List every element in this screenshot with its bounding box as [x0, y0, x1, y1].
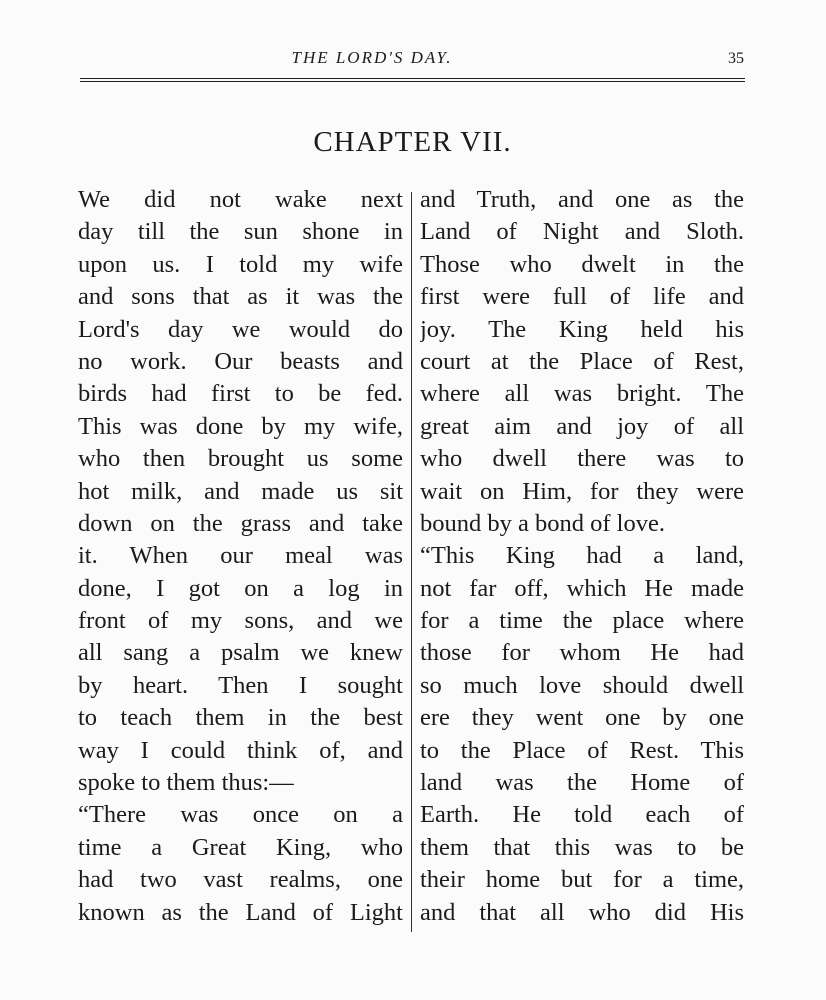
text-line: them that this was to be	[420, 833, 744, 861]
text-line: court at the Place of Rest,	[420, 347, 744, 375]
text-line: first were full of life and	[420, 283, 744, 311]
text-line: to teach them in the best	[78, 704, 403, 732]
text-line: who then brought us some	[78, 445, 403, 473]
text-line: land was the Home of	[420, 769, 744, 797]
text-line: by heart. Then I sought	[78, 671, 403, 699]
header-rule-double	[80, 81, 745, 82]
page-number: 35	[728, 50, 744, 67]
text-line: upon us. I told my wife	[78, 250, 403, 278]
text-line: done, I got on a log in	[78, 574, 403, 602]
text-line: where all was bright. The	[420, 380, 744, 408]
text-line: day till the sun shone in	[78, 218, 403, 246]
text-line: no work. Our beasts and	[78, 347, 403, 375]
text-line: Land of Night and Sloth.	[420, 218, 744, 246]
text-line: and that all who did His	[420, 898, 744, 926]
text-line: birds had first to be fed.	[78, 380, 403, 408]
text-line: so much love should dwell	[420, 671, 744, 699]
text-line: We did not wake next	[78, 186, 403, 213]
text-line: way I could think of, and	[78, 736, 403, 764]
text-line: spoke to them thus:—	[78, 769, 294, 797]
text-line: their home but for a time,	[420, 866, 744, 894]
text-line: Earth. He told each of	[420, 801, 744, 829]
text-line: great aim and joy of all	[420, 412, 744, 440]
column-divider	[411, 192, 412, 932]
text-line: hot milk, and made us sit	[78, 477, 403, 505]
text-line: down on the grass and take	[78, 509, 403, 537]
text-line: joy. The King held his	[420, 315, 744, 343]
text-line: who dwell there was to	[420, 445, 744, 473]
text-line: and sons that as it was the	[78, 283, 403, 311]
text-line: to the Place of Rest. This	[420, 736, 744, 764]
text-line: front of my sons, and we	[78, 607, 403, 635]
text-line: it. When our meal was	[78, 542, 403, 570]
text-line: This was done by my wife,	[78, 412, 403, 440]
text-line: bound by a bond of love.	[420, 509, 665, 537]
text-line: known as the Land of Light	[78, 898, 403, 926]
text-line: all sang a psalm we knew	[78, 639, 403, 667]
text-line: “This King had a land,	[420, 542, 744, 570]
left-column	[78, 184, 403, 929]
text-line: ere they went one by one	[420, 704, 744, 732]
text-line: for a time the place where	[420, 607, 744, 635]
running-head: THE LORD'S DAY.	[291, 48, 453, 67]
text-line: time a Great King, who	[78, 833, 403, 861]
text-line: not far off, which He made	[420, 574, 744, 602]
text-line: those for whom He had	[420, 639, 744, 667]
text-line: had two vast realms, one	[78, 866, 403, 894]
header-rule	[80, 78, 745, 79]
chapter-title: CHAPTER VII.	[313, 126, 512, 158]
text-line: “There was once on a	[78, 801, 403, 829]
text-line: Lord's day we would do	[78, 315, 403, 343]
text-line: wait on Him, for they were	[420, 477, 744, 505]
text-line: Those who dwelt in the	[420, 250, 744, 278]
text-line: and Truth, and one as the	[420, 186, 744, 213]
right-column	[420, 184, 744, 929]
